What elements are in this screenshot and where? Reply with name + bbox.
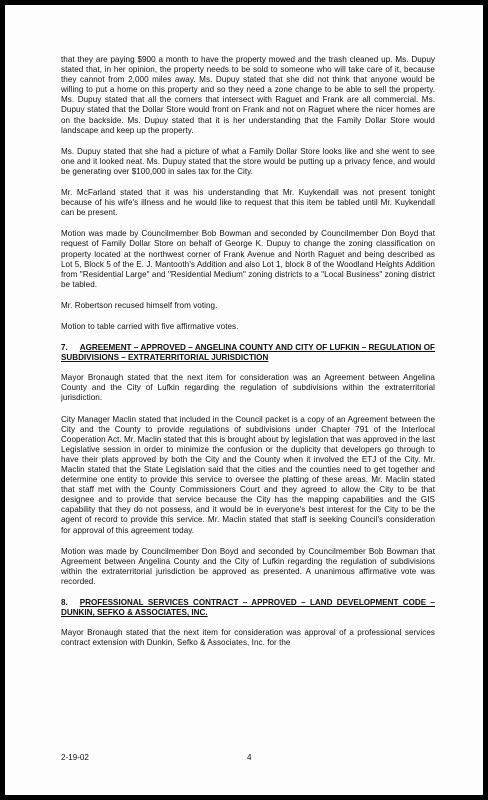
paragraph: that they are paying $900 a month to have the property mowed and the trash cleaned up. Ms. Dupuy stated that, in her opinion, the property needs to be sold to someone who will take care of it, because they cannot from 2,000 miles away. Ms. Dupuy stated that she did not think that anyone would be willing to put a home on this property and so they need a zone change to be able to sell the property. Ms. Dupuy stated that all the corners that intersect with Raguet and Frank are all commercial. Ms. Dupuy stated that the Dollar Store would front on Frank and not on Raguet where the nicer homes are on the backside. Ms. Dupuy stated that it is her understanding that the Family Dollar Store would landscape and keep up the property. bbox=[61, 55, 435, 135]
section-title: AGREEMENT – APPROVED – ANGELINA COUNTY AND CITY OF LUFKIN – REGULATION OF SUBDIVISIONS – EXTRATERRITORIAL JURISDICTION bbox=[61, 343, 435, 363]
footer-date: 2-19-02 bbox=[61, 753, 89, 762]
paragraph: Mr. Robertson recused himself from voting. bbox=[61, 300, 218, 310]
section-number: 7. bbox=[61, 343, 68, 353]
motion-paragraph: Motion was made by Councilmember Bob Bowman and seconded by Councilmember Don Boyd that request of Family Dollar Store on behalf of George K. Dupuy to change the zoning classification on property located at the northwest corner of Frank Avenue and North Raguet and being described as Lot 5, Block 5 of the E. J. Mantooth's Addition and also Lot 1, block 8 of the Woodland Heights Addition from "Residential Large" and "Residential Medium" zoning districts to a "Local Business" zoning district be tabled. bbox=[61, 229, 435, 289]
paragraph: Mayor Bronaugh stated that the next item for consideration was an Agreement between Angelina County and the City of Lufkin regarding the regulation of subdivisions within the extraterritorial jurisdiction. bbox=[61, 373, 435, 403]
paragraph: Mayor Bronaugh stated that the next item for consideration was approval of a professional services contract extension with Dunkin, Sefko & Associates, Inc. for the bbox=[61, 628, 435, 648]
paragraph: Motion to table carried with five affirmative votes. bbox=[61, 321, 239, 331]
paragraph: Mr. McFarland stated that it was his understanding that Mr. Kuykendall was not present tonight because of his wife's illness and he would like to request that this item be tabled until Mr. Kuykendall can be present. bbox=[61, 188, 435, 218]
section-title: PROFESSIONAL SERVICES CONTRACT – APPROVED – LAND DEVELOPMENT CODE – DUNKIN, SEFKO & ASSOCIATES, INC. bbox=[61, 598, 435, 618]
section-heading-7 bbox=[61, 343, 435, 363]
paragraph: City Manager Maclin stated that included in the Council packet is a copy of an Agreement between the City and the County to provide regulations of subdivisions under Chapter 791 of the Interlocal Cooperation Act. Mr. Maclin stated that this is brought about by legislation that was approved in the last Legislative session in order to minimize the confusion or the duplicity that developers go through to have their plats approved by both the City and the County when it involved the ETJ of the City. Mr. Maclin stated that the State Legislation said that the cities and the counties need to get together and determine one entity to provide this service to oversee the platting of these areas. Mr. Maclin stated that staff met with the County Commissioners Court and they agreed to allow the City to be that designee and to provide that service because the City has the mapping capabilities and the GIS capability that they do not possess, and it would be in everyone's best interest for the City to be the agent of record to provide this service. Mr. Maclin stated that staff is seeking Council's consideration for approval of this agreement today. bbox=[61, 414, 435, 535]
section-number: 8. bbox=[61, 598, 68, 608]
section-heading-8 bbox=[61, 598, 435, 618]
minutes-body bbox=[61, 55, 435, 659]
page-number: 4 bbox=[247, 753, 252, 762]
motion-paragraph: Motion was made by Councilmember Don Boyd and seconded by Councilmember Bob Bowman that Agreement between Angelina County and the City of Lufkin regarding the regulation of subdivisions within the extraterritorial jurisdiction be approved as presented. A unanimous affirmative vote was recorded. bbox=[61, 546, 435, 586]
paragraph: Ms. Dupuy stated that she had a picture of what a Family Dollar Store looks like and she went to see one and it looked neat. Ms. Dupuy stated that the store would be putting up a privacy fence, and would be generating over $100,000 in sales tax for the City. bbox=[61, 146, 435, 176]
document-page bbox=[5, 5, 483, 795]
